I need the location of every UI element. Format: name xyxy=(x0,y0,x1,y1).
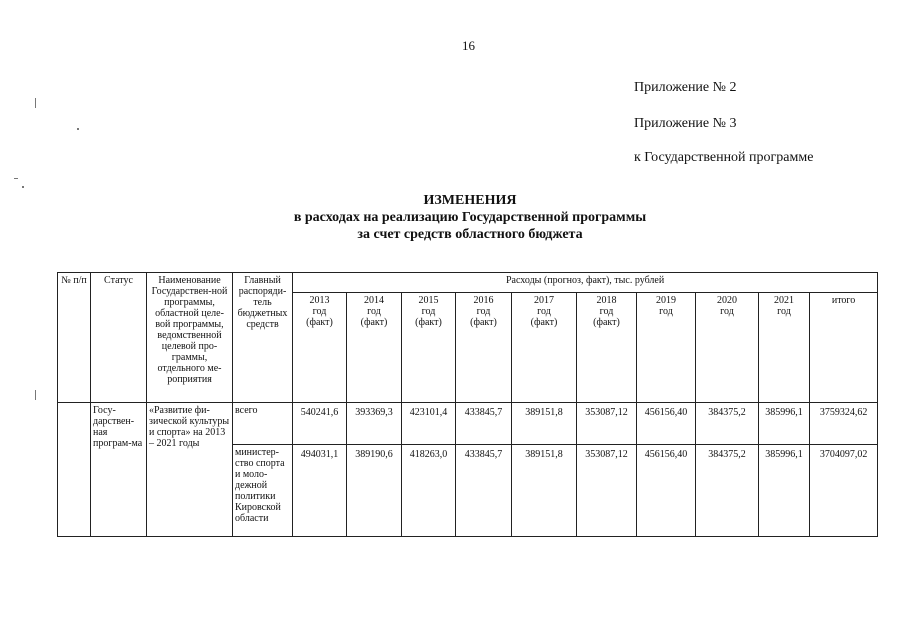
year-header: 2016 год (факт) xyxy=(456,293,512,403)
value-cell: 389190,6 xyxy=(347,445,402,537)
table-header-row xyxy=(58,273,878,293)
document-subtitle-1: в расходах на реализацию Государственной программы xyxy=(293,210,647,225)
year-header: 2013 год (факт) xyxy=(293,293,347,403)
total-cell: 3704097,02 xyxy=(810,445,878,537)
header-status: Статус xyxy=(91,273,147,403)
appendix-line-3: к Государственной программе xyxy=(634,150,814,165)
scan-speck xyxy=(22,186,24,188)
scan-speck xyxy=(77,128,79,130)
year-header: 2015 год (факт) xyxy=(402,293,456,403)
value-cell: 494031,1 xyxy=(293,445,347,537)
value-cell: 423101,4 xyxy=(402,403,456,445)
value-cell: 385996,1 xyxy=(759,445,810,537)
value-cell: 353087,12 xyxy=(577,403,637,445)
header-num: № п/п xyxy=(58,273,91,403)
header-program-name: Наименование Государствен-ной программы, областной целе-вой программы, ведомственной целевой про-граммы, отдельного ме-роприятия xyxy=(147,273,233,403)
manager-cell: министер-ство спорта и моло-дежной политики Кировской области xyxy=(233,445,293,537)
value-cell: 384375,2 xyxy=(696,445,759,537)
value-cell: 385996,1 xyxy=(759,403,810,445)
value-cell: 418263,0 xyxy=(402,445,456,537)
value-cell: 389151,8 xyxy=(512,403,577,445)
program-name-cell: «Развитие фи-зической культуры и спорта» на 2013 – 2021 годы xyxy=(147,403,233,537)
scan-speck xyxy=(35,390,36,400)
table-row xyxy=(58,403,878,445)
year-header: 2021 год xyxy=(759,293,810,403)
expenses-table xyxy=(57,272,878,537)
manager-cell: всего xyxy=(233,403,293,445)
total-header: итого xyxy=(810,293,878,403)
header-manager: Главный распоряди-тель бюджетных средств xyxy=(233,273,293,403)
value-cell: 393369,3 xyxy=(347,403,402,445)
year-header: 2018 год (факт) xyxy=(577,293,637,403)
value-cell: 353087,12 xyxy=(577,445,637,537)
value-cell: 384375,2 xyxy=(696,403,759,445)
value-cell: 456156,40 xyxy=(637,445,696,537)
scan-speck xyxy=(14,178,18,179)
appendix-line-1: Приложение № 2 xyxy=(634,80,737,95)
value-cell: 456156,40 xyxy=(637,403,696,445)
appendix-line-2: Приложение № 3 xyxy=(634,116,737,131)
value-cell: 540241,6 xyxy=(293,403,347,445)
value-cell: 433845,7 xyxy=(456,445,512,537)
scan-speck xyxy=(35,98,36,108)
document-title: ИЗМЕНЕНИЯ xyxy=(423,193,517,208)
value-cell: 389151,8 xyxy=(512,445,577,537)
year-header: 2017 год (факт) xyxy=(512,293,577,403)
status-cell: Госу-дарствен-ная програм-ма xyxy=(91,403,147,537)
year-header: 2014 год (факт) xyxy=(347,293,402,403)
year-header: 2019 год xyxy=(637,293,696,403)
document-subtitle-2: за счет средств областного бюджета xyxy=(357,227,583,242)
header-expenses: Расходы (прогноз, факт), тыс. рублей xyxy=(293,273,878,293)
row-num-cell xyxy=(58,403,91,537)
page-number: 16 xyxy=(462,38,475,53)
total-cell: 3759324,62 xyxy=(810,403,878,445)
year-header: 2020 год xyxy=(696,293,759,403)
value-cell: 433845,7 xyxy=(456,403,512,445)
